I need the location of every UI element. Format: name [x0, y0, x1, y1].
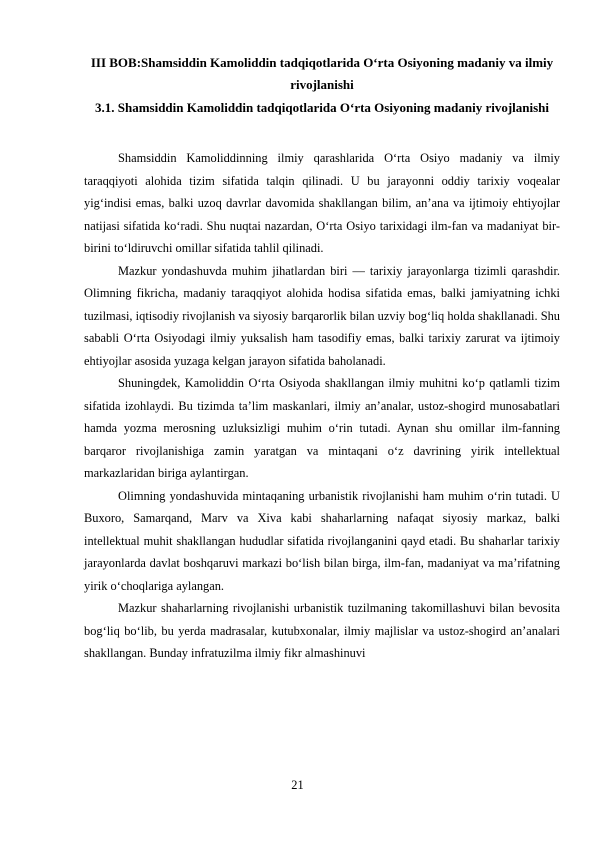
paragraph: Mazkur yondashuvda muhim jihatlardan biri — tarixiy jarayonlarga tizimli qarashdir. Olimning fikricha, madaniy taraqqiyot alohida hodisa sifatida emas, balki jamiyatning ichki tuzilmasi, iqtisodiy rivojlanish va siyosiy barqarorlik bilan uzviy bog‘liq holda shakllanadi. Shu sababli O‘rta Osiyodagi ilmiy yuksalish ham tasodifiy emas, balki tarixiy zarurat va ijtimoiy ehtiyojlar asosida yuzaga kelgan jarayon sifatida baholanadi.: [84, 263, 560, 368]
paragraph: Olimning yondashuvida mintaqaning urbanistik rivojlanishi ham muhim o‘rin tutadi. U Buxoro, Samarqand, Marv va Xiva kabi shaharlarning nafaqat siyosiy markaz, balki intellektual muhit shakllangan hududlar sifatida rivojlanganini qayd etadi. Bu shaharlar tarixiy jarayonlarda davlat boshqaruvi markazi bo‘lish bilan birga, ilm-fan, madaniyat va ma’rifatning yirik o‘choqlariga aylangan.: [84, 488, 560, 593]
paragraph: Mazkur shaharlarning rivojlanishi urbanistik tuzilmaning takomillashuvi bilan bevosita bog‘liq bo‘lib, bu yerda madrasalar, kutubxonalar, ilmiy majlislar va ustoz-shogird an’analari shakllangan. Bunday infratuzilma ilmiy fikr almashinuvi: [84, 601, 560, 660]
page-number: 21: [291, 778, 304, 792]
paragraph: Shuningdek, Kamoliddin O‘rta Osiyoda shakllangan ilmiy muhitni ko‘p qatlamli tizim sifatida izohlaydi. Bu tizimda ta’lim maskanlari, ilmiy an’analar, ustoz-shogird munosabatlari hamda yozma merosning uzluksizligi muhim o‘rin tutadi. Aynan shu omillar ilm-fanning barqaror rivojlanishiga zamin yaratgan va mintaqani o‘z davrining yirik intellektual markazlaridan biriga aylantirgan.: [84, 376, 560, 480]
paragraph: Shamsiddin Kamoliddinning ilmiy qarashlarida O‘rta Osiyo madaniy va ilmiy taraqqiyoti alohida tizim sifatida talqin qilinadi. U bu jarayonni oddiy tarixiy voqealar yig‘indisi emas, balki uzoq davrlar davomida shakllangan bilim, an’ana va ijtimoiy ehtiyojlar natijasi sifatida ko‘radi. Shu nuqtai nazardan, O‘rta Osiyo tarixidagi ilm-fan va madaniyat bir-birini to‘ldiruvchi omillar sifatida tahlil qilinadi.: [84, 151, 560, 255]
chapter-heading: III BOB:Shamsiddin Kamoliddin tadqiqotlarida O‘rta Osiyoning madaniy va ilmiy rivojlanishi: [90, 55, 554, 92]
body-text: [84, 147, 560, 665]
section-heading: 3.1. Shamsiddin Kamoliddin tadqiqotlarida O‘rta Osiyoning madaniy rivojlanishi: [94, 100, 550, 115]
